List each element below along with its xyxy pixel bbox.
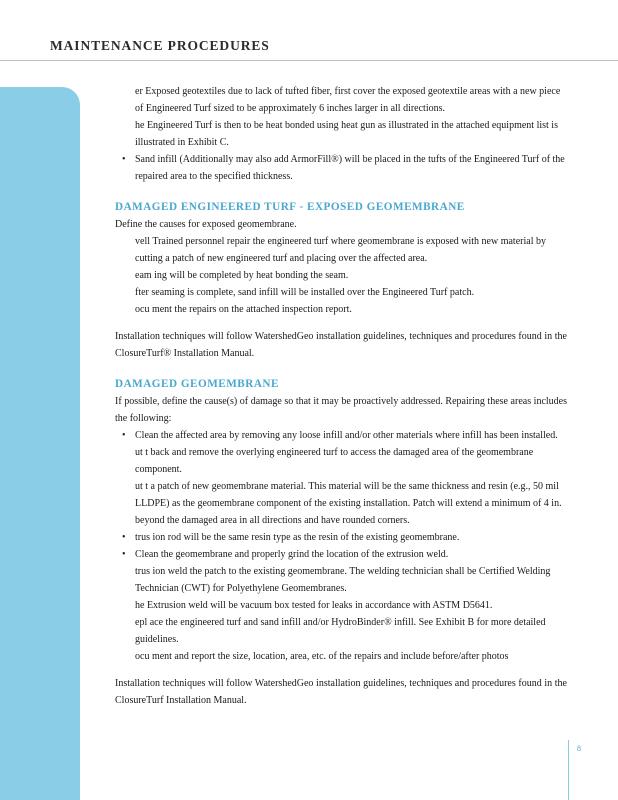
installation-note: Installation techniques will follow WatershedGeo installation guidelines, techniques and procedures found in the ClosureTurf® Installation Manual. bbox=[115, 331, 567, 359]
exposed-geomembrane-steps bbox=[115, 233, 567, 318]
side-color-band bbox=[0, 87, 80, 800]
list-item: ocu ment and report the size, location, area, etc. of the repairs and include before/after photos bbox=[135, 651, 509, 662]
damaged-geomembrane-steps bbox=[115, 427, 567, 665]
list-item: fter seaming is complete, sand infill will be installed over the Engineered Turf patch. bbox=[135, 287, 475, 298]
section-heading-damaged-geomembrane: DAMAGED GEOMEMBRANE bbox=[115, 378, 279, 390]
section-intro: If possible, define the cause(s) of damage so that it may be proactively addressed. Repairing these areas includes the following: bbox=[115, 396, 567, 424]
list-item: • Clean the geomembrane and properly grind the location of the extrusion weld. bbox=[115, 546, 567, 563]
page-number-rule bbox=[568, 740, 569, 800]
page-header-title: MAINTENANCE PROCEDURES bbox=[50, 38, 270, 53]
list-item: vell Trained personnel repair the engineered turf where geomembrane is exposed with new material by cutting a patch of new engineered turf and placing over the affected area. bbox=[135, 236, 546, 264]
list-item: trus ion weld the patch to the existing geomembrane. The welding technician shall be Certified Welding Technician (CWT) for Polyethylene Geomembranes. bbox=[135, 566, 551, 594]
list-item: eam ing will be completed by heat bonding the seam. bbox=[135, 270, 349, 281]
list-item: • trus ion rod will be the same resin type as the resin of the existing geomembrane. bbox=[115, 529, 567, 546]
list-item: • Clean the affected area by removing any loose infill and/or other materials where infill has been installed. bbox=[115, 427, 567, 444]
page-number: 8 bbox=[577, 744, 581, 753]
list-item: ut t back and remove the overlying engineered turf to access the damaged area of the geomembrane component. bbox=[135, 447, 534, 475]
list-item: ut t a patch of new geomembrane material. This material will be the same thickness and resin (e.g., 50 mil LLDPE) as the geomembrane component of the existing installation. Patch will extend a minimum of 4 in. beyond the damaged area in all directions and have rounded corners. bbox=[135, 481, 562, 526]
installation-note: Installation techniques will follow WatershedGeo installation guidelines, techniques and procedures found in the ClosureTurf Installation Manual. bbox=[115, 678, 567, 706]
section-heading-exposed-geomembrane: DAMAGED ENGINEERED TURF - EXPOSED GEOMEMBRANE bbox=[115, 201, 465, 213]
list-item: epl ace the engineered turf and sand infill and/or HydroBinder® infill. See Exhibit B for more detailed guidelines. bbox=[135, 617, 546, 645]
header-divider bbox=[0, 60, 618, 61]
list-item: ocu ment the repairs on the attached inspection report. bbox=[135, 304, 352, 315]
exposed-geotextile-steps bbox=[115, 83, 567, 185]
list-item: he Extrusion weld will be vacuum box tested for leaks in accordance with ASTM D5641. bbox=[135, 600, 493, 611]
list-item: er Exposed geotextiles due to lack of tufted fiber, first cover the exposed geotextile areas with a new piece of Engineered Turf sized to be approximately 6 inches larger in all directions. bbox=[135, 86, 561, 114]
document-body bbox=[115, 83, 567, 709]
list-item: • Sand infill (Additionally may also add ArmorFill®) will be placed in the tufts of the Engineered Turf of the repaired area to the specified thickness. bbox=[115, 151, 567, 185]
section-intro: Define the causes for exposed geomembrane. bbox=[115, 219, 297, 230]
list-item: he Engineered Turf is then to be heat bonded using heat gun as illustrated in the attached equipment list is illustrated in Exhibit C. bbox=[135, 120, 558, 148]
